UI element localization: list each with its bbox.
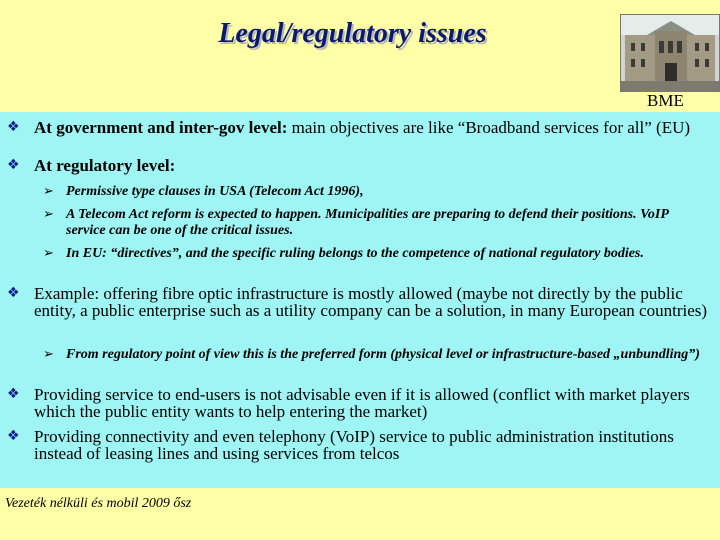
slide-title: Legal/regulatory issues bbox=[218, 18, 487, 49]
arrow-bullet-icon: ➢ bbox=[43, 207, 54, 222]
bullet-text: Providing service to end-users is not advisable even if it is allowed (conflict with market players which the public entity wants to help entering the market) bbox=[34, 385, 690, 421]
diamond-bullet-icon: ❖ bbox=[7, 119, 20, 135]
bullet-regulatory-level bbox=[7, 156, 718, 175]
arrow-bullet-icon: ➢ bbox=[43, 347, 54, 362]
university-building-photo bbox=[620, 14, 720, 92]
diamond-bullet-icon: ❖ bbox=[7, 386, 20, 402]
sub-item-telecom-act bbox=[43, 207, 706, 238]
sub-item-regulatory-view bbox=[43, 347, 706, 363]
sub-item-text: In EU: “directives”, and the specific ruling belongs to the competence of national regulatory bodies. bbox=[66, 246, 644, 261]
bullet-example bbox=[7, 284, 718, 320]
content-panel bbox=[0, 112, 720, 488]
sub-item-eu bbox=[43, 246, 706, 262]
bullet-text: Example: offering fibre optic infrastructure is mostly allowed (maybe not directly by the public entity, a public enterprise such as a utility company can be a solution, in many European countries) bbox=[34, 284, 708, 320]
bullet-heading: At regulatory level: bbox=[34, 156, 176, 175]
arrow-bullet-icon: ➢ bbox=[43, 184, 54, 199]
bullet-connectivity bbox=[7, 427, 718, 463]
sub-item-text: From regulatory point of view this is the preferred form (physical level or infrastructure-based „unbundling”) bbox=[66, 347, 700, 362]
bullet-heading: At government and inter-gov level: bbox=[34, 118, 288, 137]
sub-item-usa bbox=[43, 184, 706, 200]
footer-course-label: Vezeték nélküli és mobil 2009 ősz bbox=[5, 496, 192, 511]
sub-item-text: Permissive type clauses in USA (Telecom Act 1996), bbox=[66, 184, 364, 199]
arrow-bullet-icon: ➢ bbox=[43, 246, 54, 261]
sub-item-text: A Telecom Act reform is expected to happen. Municipalities are preparing to defend their positions. VoIP service can be one of the critical issues. bbox=[66, 207, 669, 238]
bullet-text: Providing connectivity and even telephony (VoIP) service to public administration institutions instead of leasing lines and using services from telcos bbox=[34, 427, 674, 463]
bullet-text: main objectives are like “Broadband services for all” (EU) bbox=[287, 118, 691, 137]
diamond-bullet-icon: ❖ bbox=[7, 428, 20, 444]
diamond-bullet-icon: ❖ bbox=[7, 157, 20, 173]
bullet-government-level bbox=[7, 118, 718, 137]
org-label: BME bbox=[647, 91, 684, 110]
bullet-service-end-users bbox=[7, 385, 718, 421]
diamond-bullet-icon: ❖ bbox=[7, 285, 20, 301]
